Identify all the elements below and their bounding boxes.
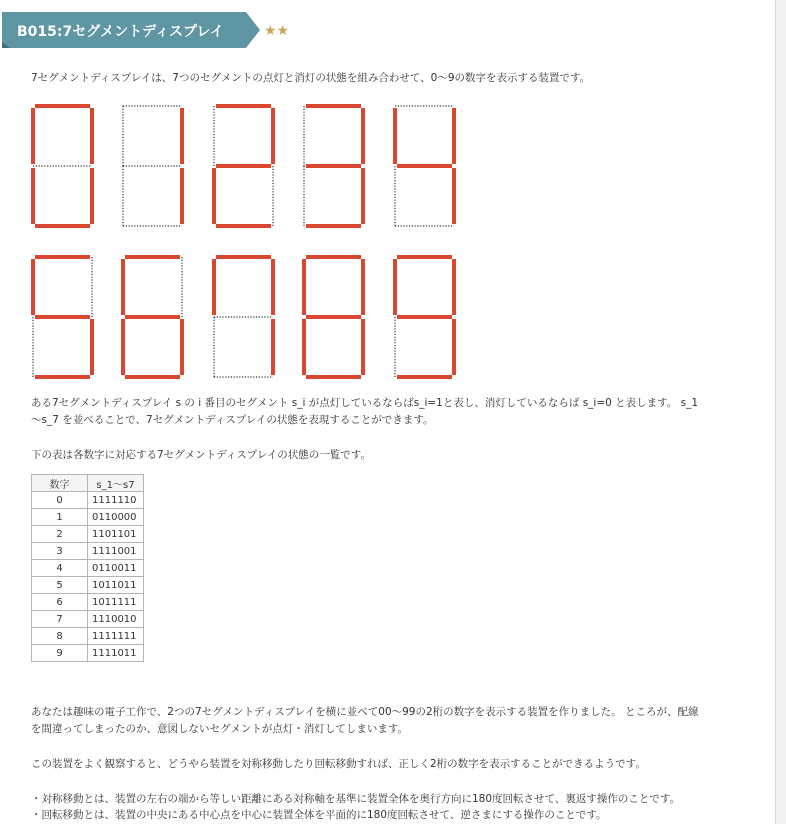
segment-digit-4: [395, 106, 454, 226]
table-row: [32, 509, 144, 526]
table-cell-digit: 9: [32, 645, 88, 662]
segment-digit-6: [123, 257, 182, 377]
table-cell-digit: 2: [32, 526, 88, 543]
story-line-2: を間違ってしまったのか、意図しないセグメントが点灯・消灯してしまいます。: [31, 723, 409, 735]
table-cell-digit: 4: [32, 560, 88, 577]
table-row: [32, 492, 144, 509]
table-header-row: [32, 475, 144, 492]
story-line-1: あなたは趣味の電子工作で、2つの7セグメントディスプレイを横に並べて00〜99の2桁の数字を表示する装置を作りました。 ところが、配線: [31, 706, 699, 718]
digit-state-table: [31, 474, 144, 662]
table-row: [32, 611, 144, 628]
table-row: [32, 577, 144, 594]
table-row: [32, 560, 144, 577]
table-cell-digit: 6: [32, 594, 88, 611]
segment-digit-7: [214, 257, 273, 377]
table-row: [32, 594, 144, 611]
table-cell-state: 1101101: [88, 526, 144, 543]
table-row: [32, 526, 144, 543]
intro-text: 7セグメントディスプレイは、7つのセグメントの点灯と消灯の状態を組み合わせて、0〜9の数字を表示する装置です。: [31, 72, 591, 84]
table-cell-state: 1111011: [88, 645, 144, 662]
segment-digit-8: [304, 257, 363, 377]
segment-digit-1: [123, 106, 182, 226]
seven-segment-digits-figure: [0, 0, 775, 390]
table-cell-digit: 1: [32, 509, 88, 526]
table-cell-state: 1111110: [88, 492, 144, 509]
segment-digit-5: [33, 257, 92, 377]
problem-title: B015:7セグメントディスプレイ: [17, 24, 224, 40]
table-cell-state: 1111111: [88, 628, 144, 645]
table-cell-state: 1111001: [88, 543, 144, 560]
segment-digit-0: [33, 106, 92, 226]
table-cell-digit: 8: [32, 628, 88, 645]
table-row: [32, 645, 144, 662]
description-line-1: ある7セグメントディスプレイ s の i 番目のセグメント s_i が点灯しているならばs_i=1と表し、消灯しているならば s_i=0 と表します。 s_1: [31, 397, 699, 409]
table-intro-text: 下の表は各数字に対応する7セグメントディスプレイの状態の一覧です。: [31, 449, 371, 461]
table-cell-state: 0110011: [88, 560, 144, 577]
table-cell-state: 1110010: [88, 611, 144, 628]
segment-digit-9: [395, 257, 454, 377]
bullet-rotation: ・回転移動とは、装置の中央にある中心点を中心に装置全体を平面的に180度回転させて、逆さまにする操作のことです。: [31, 809, 607, 821]
header-digit: 数字: [32, 475, 88, 492]
segment-digit-2: [214, 106, 273, 226]
table-cell-digit: 5: [32, 577, 88, 594]
table-cell-digit: 3: [32, 543, 88, 560]
observe-text: この装置をよく観察すると、どうやら装置を対称移動したり回転移動すれば、正しく2桁の数字を表示することができるようです。: [31, 758, 646, 770]
segment-digit-3: [304, 106, 363, 226]
table-row: [32, 543, 144, 560]
description-line-2: 〜s_7 を並べることで、7セグメントディスプレイの状態を表現することができます。: [31, 414, 434, 426]
bullet-symmetry: ・対称移動とは、装置の左右の端から等しい距離にある対称軸を基準に装置全体を奥行方向に180度回転させて、裏返す操作のことです。: [31, 793, 680, 805]
table-row: [32, 628, 144, 645]
table-cell-state: 1011011: [88, 577, 144, 594]
table-cell-digit: 0: [32, 492, 88, 509]
table-cell-digit: 7: [32, 611, 88, 628]
table-cell-state: 0110000: [88, 509, 144, 526]
header-state: s_1〜s7: [88, 475, 144, 492]
difficulty-stars: ★★: [264, 23, 290, 39]
table-cell-state: 1011111: [88, 594, 144, 611]
